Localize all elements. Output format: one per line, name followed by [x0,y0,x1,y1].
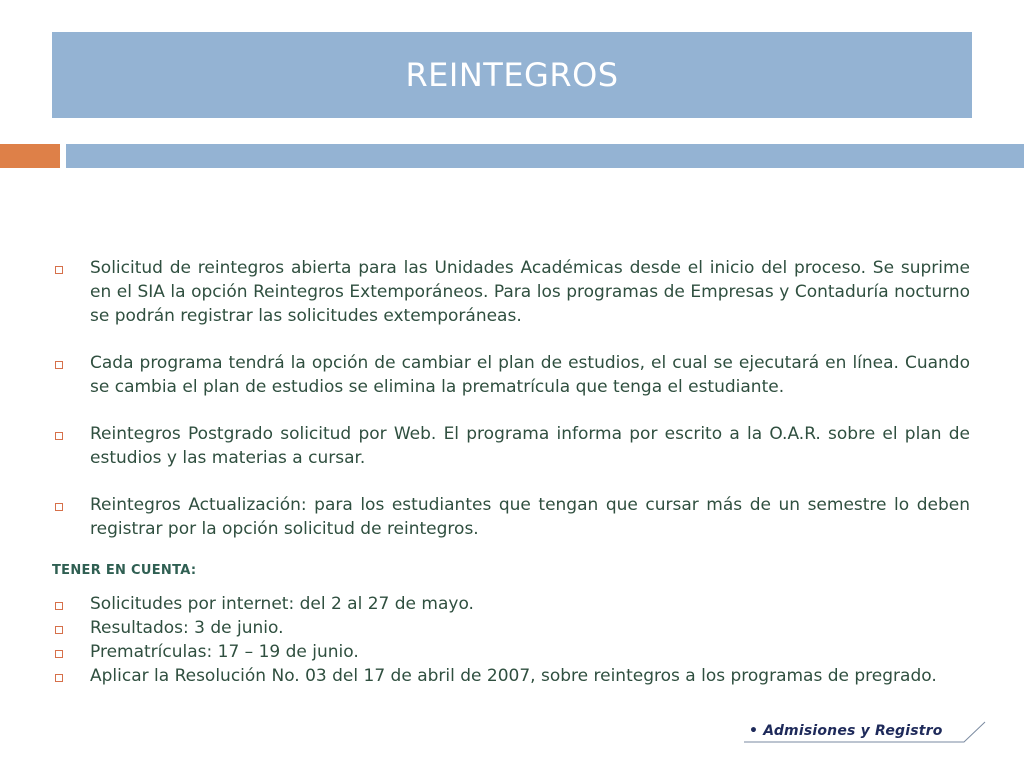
admisiones-registro-logo [744,721,986,743]
bullet-text: Prematrículas: 17 – 19 de junio. [90,642,359,662]
date-bullet-list [52,592,970,688]
square-bullet-icon [55,361,63,369]
accent-bar-orange [0,144,60,168]
bullet-text: Reintegros Postgrado solicitud por Web. El programa informa por escrito a la O.A.R. sobre el plan de estudios y las materias a cursar. [90,424,970,468]
bullet-text: Resultados: 3 de junio. [90,618,284,638]
main-bullet-list [52,256,970,541]
square-bullet-icon [55,674,63,682]
bullet-text: Cada programa tendrá la opción de cambiar el plan de estudios, el cual se ejecutará en línea. Cuando se cambia el plan de estudios se elimina la prematrícula que tenga el estudiante. [90,353,970,397]
slide-content [52,256,970,688]
accent-bar-blue [66,144,1024,168]
title-bar [52,32,972,118]
list-item [52,422,970,470]
bullet-text: Solicitud de reintegros abierta para las Unidades Académicas desde el inicio del proceso. Se suprime en el SIA la opción Reintegros Extemporáneos. Para los programas de Empresas y Contaduría nocturno se podrán registrar las solicitudes extemporáneas. [90,258,970,326]
slide-title: REINTEGROS [405,56,619,94]
bullet-text: Reintegros Actualización: para los estudiantes que tengan que cursar más de un semestre lo deben registrar por la opción solicitud de reintegros. [90,495,970,539]
list-item [52,256,970,328]
list-item [52,640,970,664]
list-item [52,616,970,640]
square-bullet-icon [55,503,63,511]
list-item [52,351,970,399]
bullet-text: Aplicar la Resolución No. 03 del 17 de abril de 2007, sobre reintegros a los programas de pregrado. [90,666,937,686]
logo-text: • Admisiones y Registro [749,723,943,739]
square-bullet-icon [55,626,63,634]
square-bullet-icon [55,650,63,658]
square-bullet-icon [55,602,63,610]
square-bullet-icon [55,432,63,440]
bullet-text: Solicitudes por internet: del 2 al 27 de mayo. [90,594,474,614]
note-heading: TENER EN CUENTA: [52,563,197,578]
list-item [52,664,970,688]
square-bullet-icon [55,266,63,274]
list-item [52,592,970,616]
list-item [52,493,970,541]
